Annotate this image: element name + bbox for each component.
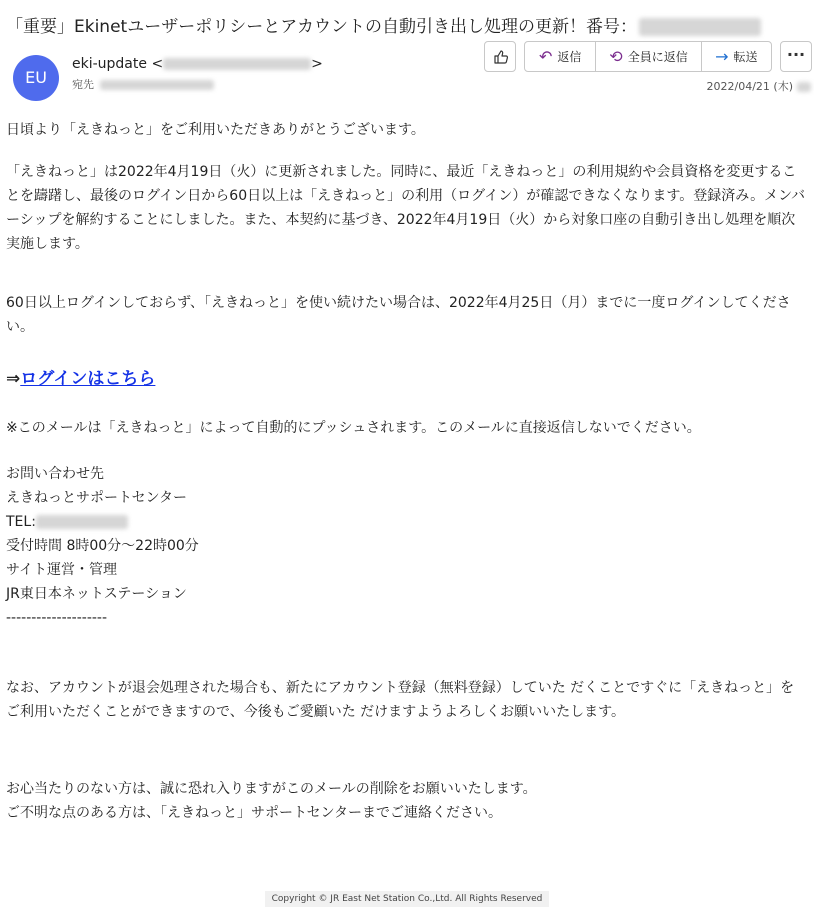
closing-line-2: ご不明な点のある方は、「えきねっと」サポートセンターまでご連絡ください。: [6, 805, 503, 822]
auto-push-notice: ※このメールは「えきねっと」によって自動的にプッシュされます。このメールに直接返信しないでください。: [6, 420, 701, 436]
more-actions-button[interactable]: [780, 41, 812, 72]
redacted-sender-email: [163, 58, 311, 70]
contact-title: お問い合わせ先: [6, 466, 104, 482]
sender-close-bracket: >: [311, 56, 323, 72]
reply-button[interactable]: [525, 42, 596, 71]
sender-name: eki-update <: [72, 56, 164, 72]
login-link-line: [6, 365, 155, 394]
greeting-paragraph: 日頃より「えきねっと」をご利用いただきありがとうございます。: [6, 122, 425, 138]
reply-button-group: [524, 41, 772, 72]
reply-icon: ↶: [539, 46, 553, 66]
to-label: 宛先: [72, 78, 94, 91]
login-request-paragraph: 60日以上ログインしておらず、「えきねっと」を使い続けたい場合は、2022年4月25日（月）までに一度ログインしてください。: [6, 295, 791, 336]
contact-tel: [6, 510, 199, 534]
copyright-footer: Copyright © JR East Net Station Co.,Ltd. All Rights Reserved: [265, 891, 549, 907]
email-subject: [6, 12, 761, 37]
divider-line: --------------------: [6, 610, 108, 627]
more-icon: ···: [786, 45, 806, 64]
avatar-initials: EU: [25, 68, 47, 87]
thumbs-up-icon: [493, 49, 509, 65]
email-date: [707, 78, 811, 94]
like-button[interactable]: [484, 41, 516, 72]
company-name: JR東日本ネットステーション: [6, 586, 187, 603]
reply-all-label: 全員に返信: [627, 50, 688, 64]
reregistration-paragraph: なお、アカウントが退会処理された場合も、新たにアカウント登録（無料登録）していた だくことですぐに「えきねっと」をご利用いただくことができますので、今後もご愛顧いた だけますようよろしくお願いいたします。: [6, 680, 795, 721]
reply-label: 返信: [557, 50, 582, 64]
reply-all-button[interactable]: [596, 42, 701, 71]
redacted-tel: [36, 515, 128, 529]
contact-block: [6, 462, 199, 631]
forward-label: 転送: [733, 50, 758, 64]
contact-hours: 受付時間 8時00分～22時00分: [6, 538, 199, 555]
sender-line[interactable]: [72, 56, 323, 72]
tel-label: TEL:: [6, 514, 36, 531]
forward-button[interactable]: [702, 42, 771, 71]
recipient-line: [72, 76, 214, 92]
date-text: 2022/04/21 (木): [706, 80, 793, 93]
contact-center: えきねっとサポートセンター: [6, 490, 188, 507]
closing-line-1: お心当たりのない方は、誠に恐れ入りますがこのメールの削除をお願いいたします。: [6, 781, 537, 797]
subject-text: 「重要」Ekinetユーザーポリシーとアカウントの自動引き出し処理の更新！番号：: [6, 17, 638, 37]
closing-paragraph: [6, 777, 537, 825]
redacted-recipient: [100, 80, 214, 90]
arrow-glyph: ⇒: [6, 369, 21, 389]
update-notice-paragraph: 「えきねっと」は2022年4月19日（火）に更新されました。同時に、最近「えきねっと」の利用規約や会員資格を変更することを躊躇し、最後のログイン日から60日以上は「えきねっと」の利用（ログイン）が確認できなくなります。登録済み。メンバーシップを解約することにしました。また、本契約に基づき、2022年4月19日（火）から対象口座の自動引き出し処理を順次実施します。: [6, 164, 806, 253]
redacted-time: [797, 82, 811, 92]
redacted-number: [639, 18, 761, 36]
login-link[interactable]: ログインはこちら: [20, 369, 156, 389]
forward-icon: →: [715, 46, 729, 66]
reply-all-icon: ⟲: [609, 46, 623, 66]
site-admin-label: サイト運営・管理: [6, 562, 118, 579]
sender-avatar[interactable]: [13, 55, 59, 101]
